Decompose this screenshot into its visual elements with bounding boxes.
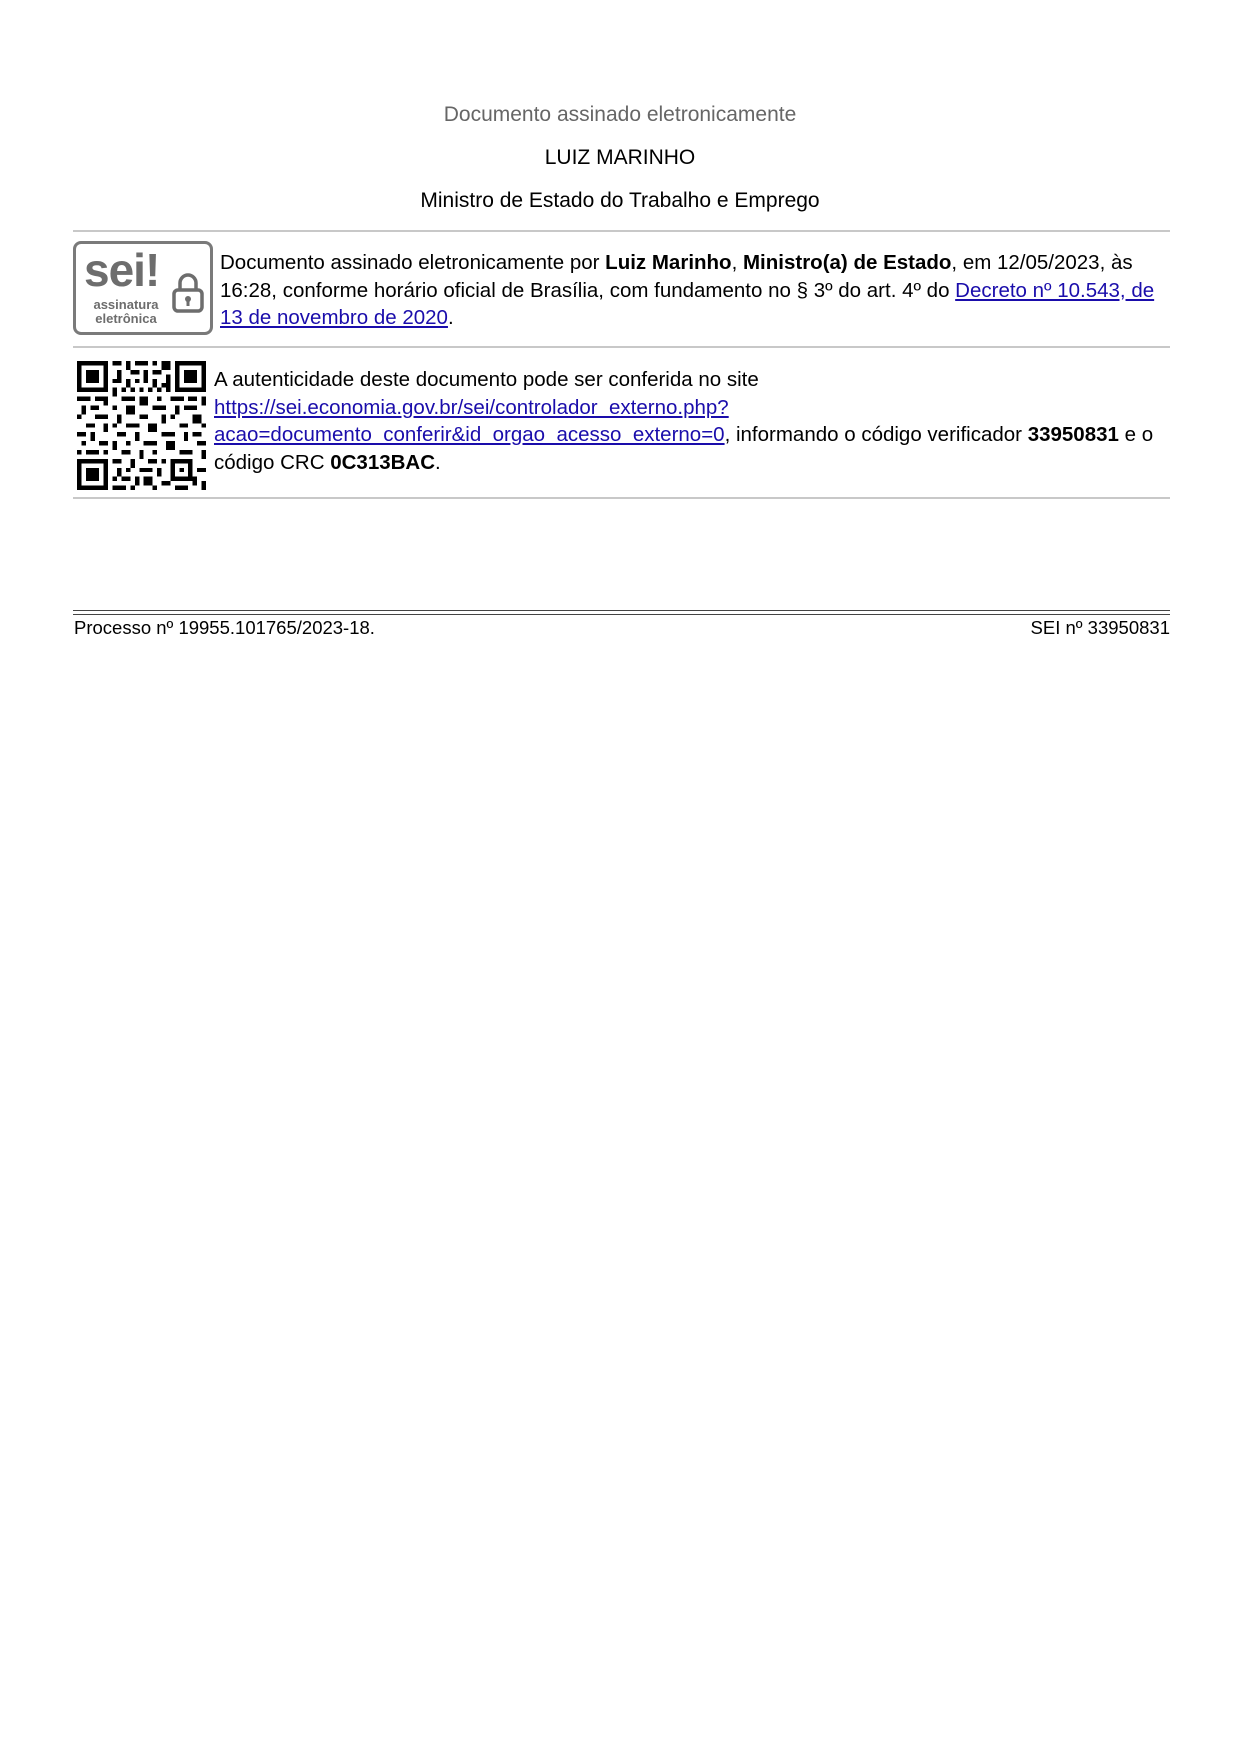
verification-url-line-2[interactable]: acao=documento_conferir&id_orgao_acesso_externo=0 bbox=[214, 423, 725, 446]
signed-electronically-heading: Documento assinado eletronicamente bbox=[443, 103, 797, 126]
crc-code: 0C313BAC bbox=[330, 450, 436, 474]
signature-text-part: Documento assinado eletronicamente por bbox=[220, 251, 606, 274]
signature-text-part: , em 12/05/2023, às 16:28, conforme horário oficial de Brasília, com fundamento no § 3º do art. 4º do bbox=[220, 251, 1133, 302]
verification-url-line-1[interactable]: https://sei.economia.gov.br/sei/controlador_externo.php? bbox=[214, 395, 729, 419]
padlock-icon bbox=[170, 270, 206, 314]
signer-name: LUIZ MARINHO bbox=[544, 146, 696, 169]
divider bbox=[73, 497, 1170, 499]
verification-url-link[interactable] bbox=[214, 396, 729, 447]
badge-line-2: eletrônica bbox=[95, 311, 157, 326]
signer-role-bold: Ministro(a) de Estado bbox=[742, 251, 952, 274]
verifier-code: 33950831 bbox=[1027, 423, 1119, 446]
authenticity-text-part: . bbox=[435, 450, 441, 474]
signature-text-part: . bbox=[447, 306, 454, 329]
authenticity-text-part: A autenticidade deste documento pode ser conferida no site bbox=[214, 368, 759, 391]
authenticity-statement bbox=[214, 366, 1170, 476]
footer-divider bbox=[73, 610, 1170, 615]
sei-signature-badge bbox=[73, 241, 213, 335]
signer-role: Ministro de Estado do Trabalho e Emprego bbox=[420, 189, 820, 212]
signer-name-bold: Luiz Marinho bbox=[605, 251, 732, 274]
authenticity-text-part: , informando o código verificador bbox=[724, 423, 1028, 446]
sei-number: SEI nº 33950831 bbox=[1030, 617, 1170, 638]
divider bbox=[73, 230, 1170, 232]
process-number: Processo nº 19955.101765/2023-18. bbox=[74, 617, 375, 638]
badge-line-1: assinatura bbox=[93, 297, 159, 312]
sei-logo: sei! bbox=[84, 244, 160, 296]
signature-statement bbox=[220, 249, 1170, 332]
decree-link[interactable]: Decreto nº 10.543, de 13 de novembro de 2020 bbox=[220, 278, 1155, 329]
qr-code-icon bbox=[77, 361, 206, 490]
divider bbox=[73, 346, 1170, 348]
signature-text-part: , bbox=[731, 251, 743, 274]
authenticity-text-part: e o código CRC bbox=[214, 423, 1154, 474]
